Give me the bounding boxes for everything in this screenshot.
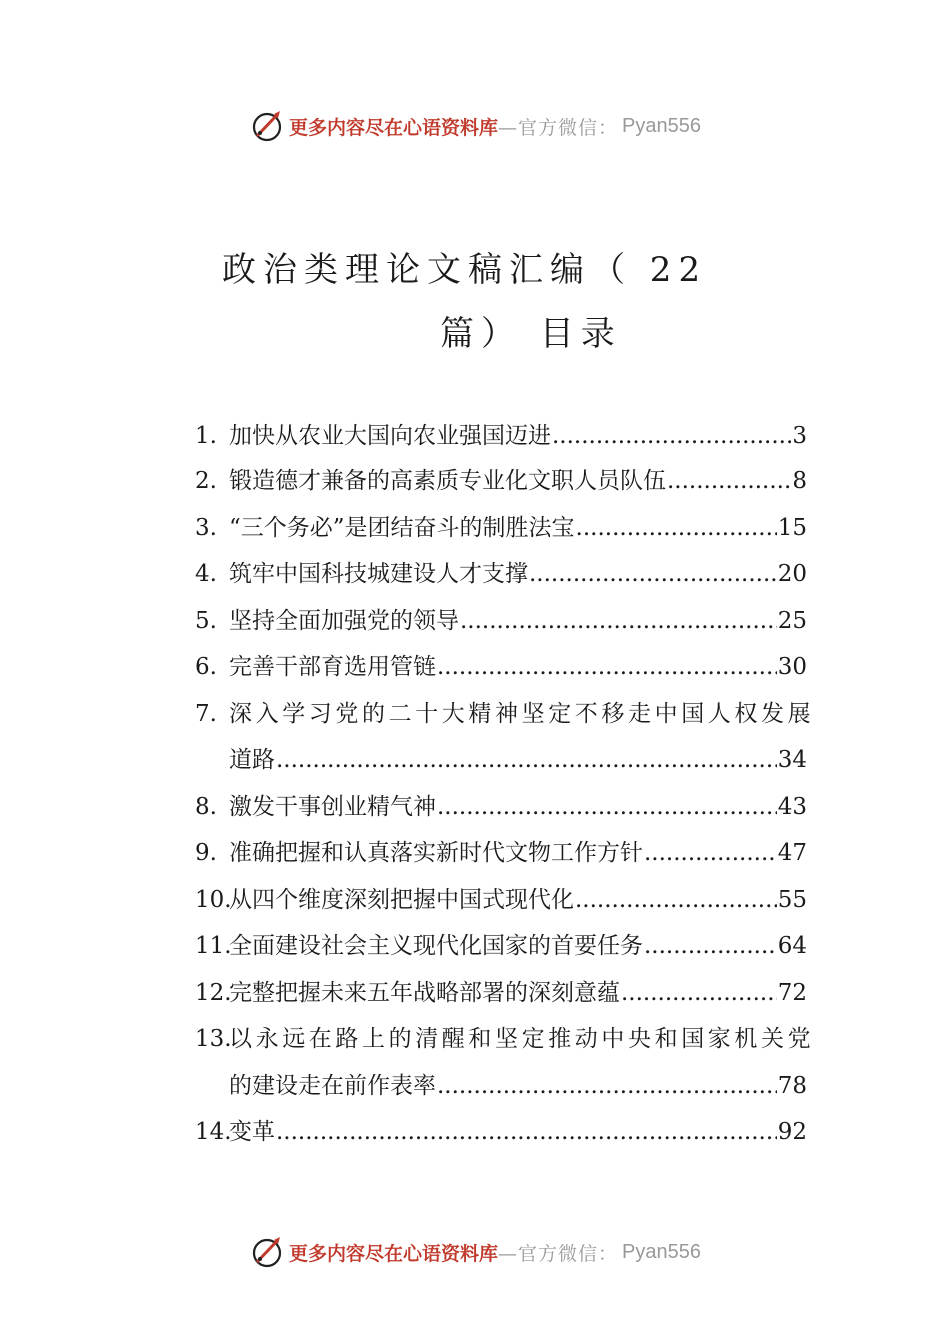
toc-entry-number: 14. [195, 1119, 232, 1145]
toc-entry-page: 25 [777, 607, 807, 634]
banner-text-wechat-id: Pyan556 [622, 114, 701, 137]
banner-text-library: 更多内容尽在心语资料库 [289, 1242, 499, 1265]
document-title-line1: 政治类理论文稿汇编（ 22 [222, 250, 708, 290]
banner-text-wechat-label: —官方微信： [498, 1242, 619, 1265]
toc-entry-number: 8. [195, 793, 217, 820]
toc-leader-dots [437, 1063, 777, 1110]
toc-entry-page: 92 [777, 1119, 807, 1145]
toc-leader-dots [437, 644, 777, 691]
pen-in-circle-logo-icon [249, 1234, 285, 1270]
toc-entry[interactable] [195, 691, 815, 784]
toc-entry-title: 完善干部育选用管链 [229, 654, 436, 680]
toc-leader-dots [552, 414, 791, 458]
toc-entry-number: 1. [195, 423, 217, 449]
toc-entry-title: 激发干事创业精气神 [229, 793, 436, 820]
toc-entry-number: 12. [195, 979, 232, 1006]
toc-leader-dots [644, 923, 777, 970]
toc-entry-page: 47 [777, 840, 807, 866]
toc-entry[interactable] [195, 644, 807, 691]
toc-entry-page: 34 [777, 747, 807, 773]
toc-leader-dots [276, 737, 777, 784]
toc-entry[interactable] [195, 830, 807, 877]
banner-text-wechat-id: Pyan556 [622, 1240, 701, 1263]
toc-entry-page: 78 [777, 1072, 807, 1099]
toc-entry[interactable] [195, 970, 807, 1017]
toc-leader-dots [276, 1109, 777, 1156]
header-banner [0, 106, 950, 146]
pen-in-circle-logo-icon [249, 108, 285, 144]
toc-entry[interactable] [195, 877, 807, 924]
toc-entry-number: 9. [195, 840, 217, 866]
toc-leader-dots [575, 877, 777, 924]
toc-entry-title: 坚持全面加强党的领导 [229, 607, 459, 634]
toc-entry[interactable] [195, 784, 807, 831]
toc-entry-title: 完整把握未来五年战略部署的深刻意蕴 [229, 979, 620, 1006]
toc-entry-page: 64 [777, 933, 807, 959]
toc-entry-page: 55 [777, 886, 807, 913]
toc-entry[interactable] [195, 551, 807, 598]
toc-entry-title: “三个务必”是团结奋斗的制胜法宝 [229, 514, 575, 541]
toc-entry-number: 5. [195, 607, 217, 634]
toc-entry-title: 加快从农业大国向农业强国迈进 [229, 423, 551, 449]
toc-entry-title: 筑牢中国科技城建设人才支撑 [229, 561, 528, 587]
toc-entry-title: 变革 [229, 1119, 275, 1145]
toc-entry-title: 深入学习党的二十大精神坚定不移走中国人权发展 [229, 700, 815, 727]
toc-entry-number: 2. [195, 468, 217, 494]
toc-entry-number: 10. [195, 886, 232, 913]
toc-entry-page: 3 [792, 423, 807, 449]
toc-entry-number: 13. [195, 1026, 232, 1052]
toc-entry[interactable] [195, 458, 807, 505]
toc-entry[interactable] [195, 1016, 815, 1109]
toc-leader-dots [529, 551, 777, 598]
document-title-line2: 篇） 目录 [440, 314, 622, 354]
toc-entry-page: 15 [777, 514, 807, 541]
toc-entry[interactable] [195, 414, 807, 458]
toc-entry-page: 20 [777, 561, 807, 587]
toc-leader-dots [667, 458, 791, 505]
toc-entry-page: 72 [777, 979, 807, 1006]
toc-entry-title-continued: 的建设走在前作表率 [229, 1072, 436, 1099]
toc-leader-dots [437, 784, 777, 831]
toc-entry[interactable] [195, 598, 807, 645]
table-of-contents [195, 414, 815, 1156]
toc-entry-title: 锻造德才兼备的高素质专业化文职人员队伍 [229, 468, 666, 494]
toc-entry[interactable] [195, 505, 807, 552]
toc-entry-number: 6. [195, 654, 217, 680]
toc-entry-title-continued: 道路 [229, 747, 275, 773]
toc-entry-number: 4. [195, 561, 217, 587]
toc-entry-title: 以永远在路上的清醒和坚定推动中央和国家机关党 [229, 1026, 815, 1052]
toc-entry[interactable] [195, 1109, 807, 1156]
toc-entry-number: 11. [195, 933, 232, 959]
toc-entry-title: 全面建设社会主义现代化国家的首要任务 [229, 933, 643, 959]
footer-banner [0, 1232, 950, 1272]
toc-entry-page: 30 [777, 654, 807, 680]
toc-entry-title: 准确把握和认真落实新时代文物工作方针 [229, 840, 643, 866]
toc-leader-dots [460, 598, 777, 645]
banner-text-library: 更多内容尽在心语资料库 [289, 116, 499, 139]
toc-entry-page: 43 [777, 793, 807, 820]
toc-leader-dots [621, 970, 777, 1017]
toc-entry-page: 8 [792, 468, 807, 494]
toc-entry-number: 7. [195, 700, 217, 727]
toc-entry-number: 3. [195, 514, 217, 541]
banner-text-wechat-label: —官方微信： [498, 116, 619, 139]
toc-entry[interactable] [195, 923, 807, 970]
toc-entry-title: 从四个维度深刻把握中国式现代化 [229, 886, 574, 913]
toc-leader-dots [644, 830, 777, 877]
toc-leader-dots [576, 505, 777, 552]
